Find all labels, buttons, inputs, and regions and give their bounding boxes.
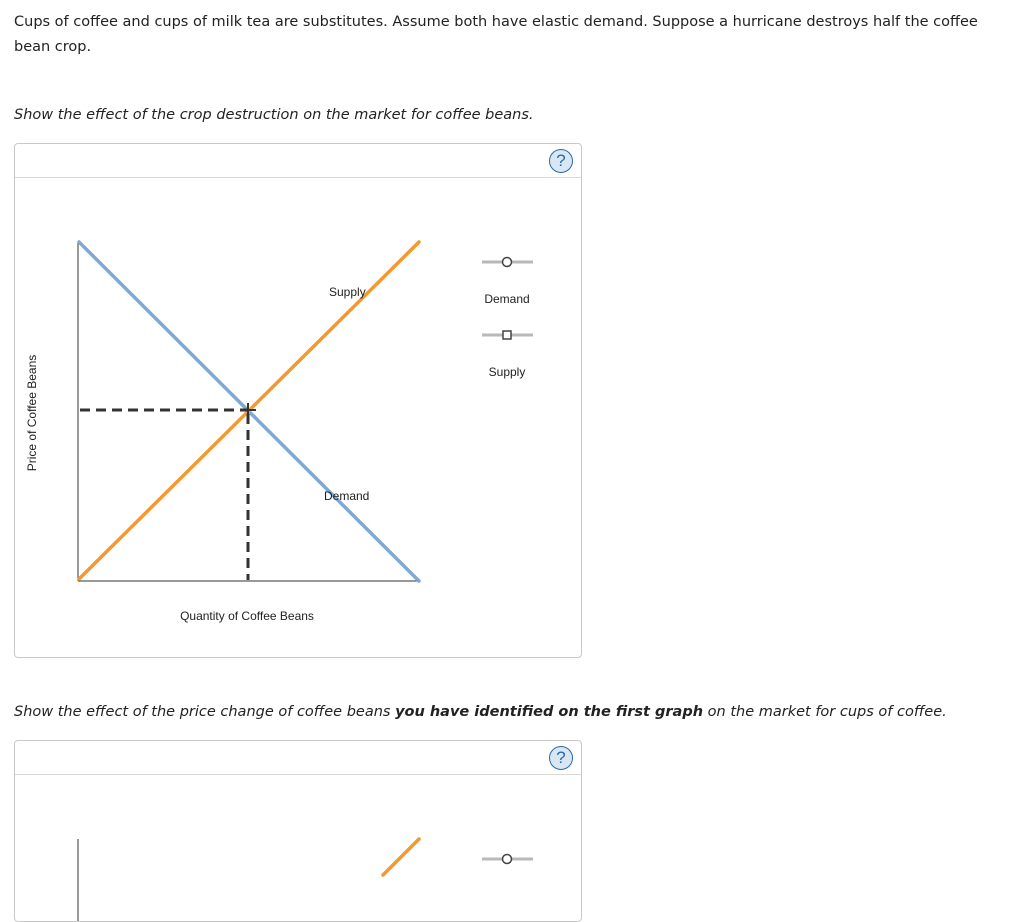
circle-marker-icon — [503, 258, 512, 267]
instruction-1: Show the effect of the crop destruction on the market for coffee beans. — [14, 107, 534, 123]
instruction-2-emphasis: you have identified on the first graph — [395, 704, 704, 720]
help-icon[interactable]: ? — [549, 149, 573, 173]
demand-tool[interactable] — [482, 258, 533, 307]
x-axis-label: Quantity of Coffee Beans — [180, 609, 314, 623]
y-axis-label: Price of Coffee Beans — [25, 354, 39, 472]
question-text: Cups of coffee and cups of milk tea are substitutes. Assume both have elastic demand. Suppose a hurricane destroys half the coffee bean crop. — [14, 14, 978, 55]
square-marker-icon — [503, 331, 511, 339]
instruction-2-start: Show the effect of the price change of coffee beans — [14, 704, 396, 720]
graph-panel-2-toolbar — [15, 741, 581, 775]
graph-panel-1-toolbar — [15, 144, 581, 178]
graph-2-canvas[interactable] — [15, 775, 581, 921]
demand-tool-label: Demand — [484, 292, 530, 306]
circle-marker-icon — [503, 855, 512, 864]
graph-panel-2 — [14, 740, 582, 922]
demand-curve-label: Demand — [324, 489, 370, 503]
supply-curve-label: Supply — [329, 285, 366, 299]
supply-curve[interactable] — [383, 839, 419, 875]
instruction-2 — [14, 704, 947, 720]
supply-tool[interactable] — [482, 331, 533, 379]
demand-tool[interactable] — [482, 855, 533, 864]
supply-tool-label: Supply — [488, 365, 526, 379]
graph-panel-1 — [14, 143, 582, 658]
help-icon[interactable]: ? — [549, 746, 573, 770]
instruction-2-end: on the market for cups of coffee. — [703, 704, 947, 720]
graph-1-canvas[interactable] — [15, 178, 581, 657]
